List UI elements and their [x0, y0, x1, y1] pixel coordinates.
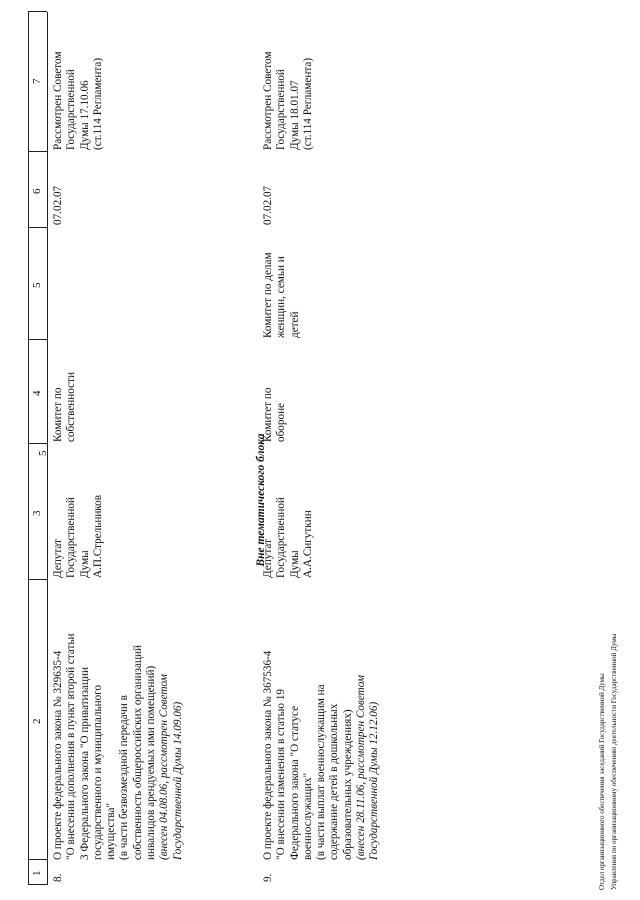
header-divider: [28, 884, 47, 885]
responsible-committee: Комитет по собственности: [52, 372, 78, 442]
review-date: 07.02.07: [262, 185, 274, 225]
header-divider: [28, 227, 47, 228]
review-date: 07.02.07: [52, 185, 64, 225]
header-divider: [28, 339, 47, 340]
header-divider: [28, 11, 47, 12]
bill-note: Государственной Думы 12.12.06): [368, 701, 381, 860]
bill-note: (внесен 28.11.06, рассмотрен Советом: [355, 674, 368, 860]
column-number: 5: [31, 282, 43, 288]
header-bottom-border: [47, 12, 48, 885]
section-title: Вне тематического блока: [255, 433, 267, 567]
page-number: 5: [37, 450, 49, 456]
column-number: 1: [31, 870, 43, 876]
review-status: Рассмотрен Советом Государственной Думы 18.01.07 (ст.114 Регламента): [262, 51, 314, 150]
bill-note: Государственной Думы 14.09.06): [171, 701, 184, 860]
column-number: 2: [31, 718, 43, 724]
bill-note: (внесен 04.08.06, рассмотрен Советом: [158, 674, 171, 860]
column-number: 3: [31, 510, 43, 516]
column-number: 7: [31, 78, 43, 84]
header-divider: [28, 859, 47, 860]
bill-title: О проекте федерального закона № 367536-4 "О внесении изменения в статью 19 Федерального закона "О статусе военнослужащих" (в части выплат военнослужащим на содержание детей в дошкольных образовательных учреждениях) (внесен 28.11.06, рассмотрен Советом Государственной Думы 12.12.06): [262, 580, 382, 860]
bill-author: Депутат Государственной Думы А.А.Сигуткин: [262, 497, 314, 578]
footer-line: Управления по организационному обеспечению деятельности Государственной Думы: [610, 633, 618, 890]
review-status: Рассмотрен Советом Государственной Думы 17.10.06 (ст.114 Регламента): [52, 51, 104, 150]
header-divider: [28, 443, 47, 444]
row-number: 9.: [262, 873, 274, 882]
footer-line: Отдел организационного обеспечения заседаний Государственной Думы: [598, 673, 606, 890]
column-number: 4: [31, 390, 43, 396]
bill-author: Депутат Государственной Думы А.П.Стрельников: [52, 494, 104, 578]
column-number: 6: [31, 188, 43, 194]
co-executor-committee: Комитет по делам женщин, семьи и детей: [262, 252, 301, 338]
bill-title: О проекте федерального закона № 329635-4 "О внесении дополнения в пункт второй статьи 3 Федерального закона "О приватизации государственного и муниципального имущества" (в части безвозмездной передачи в собственность общероссийских организаций инвалидов арендуемых ими помещений) (внесен 04.08.06, рассмотрен Советом Государственной Думы 14.09.06): [52, 580, 185, 860]
header-divider: [28, 151, 47, 152]
header-top-border: [28, 12, 29, 885]
responsible-committee: Комитет по обороне: [262, 387, 288, 442]
header-divider: [28, 579, 47, 580]
row-number: 8.: [52, 873, 64, 882]
